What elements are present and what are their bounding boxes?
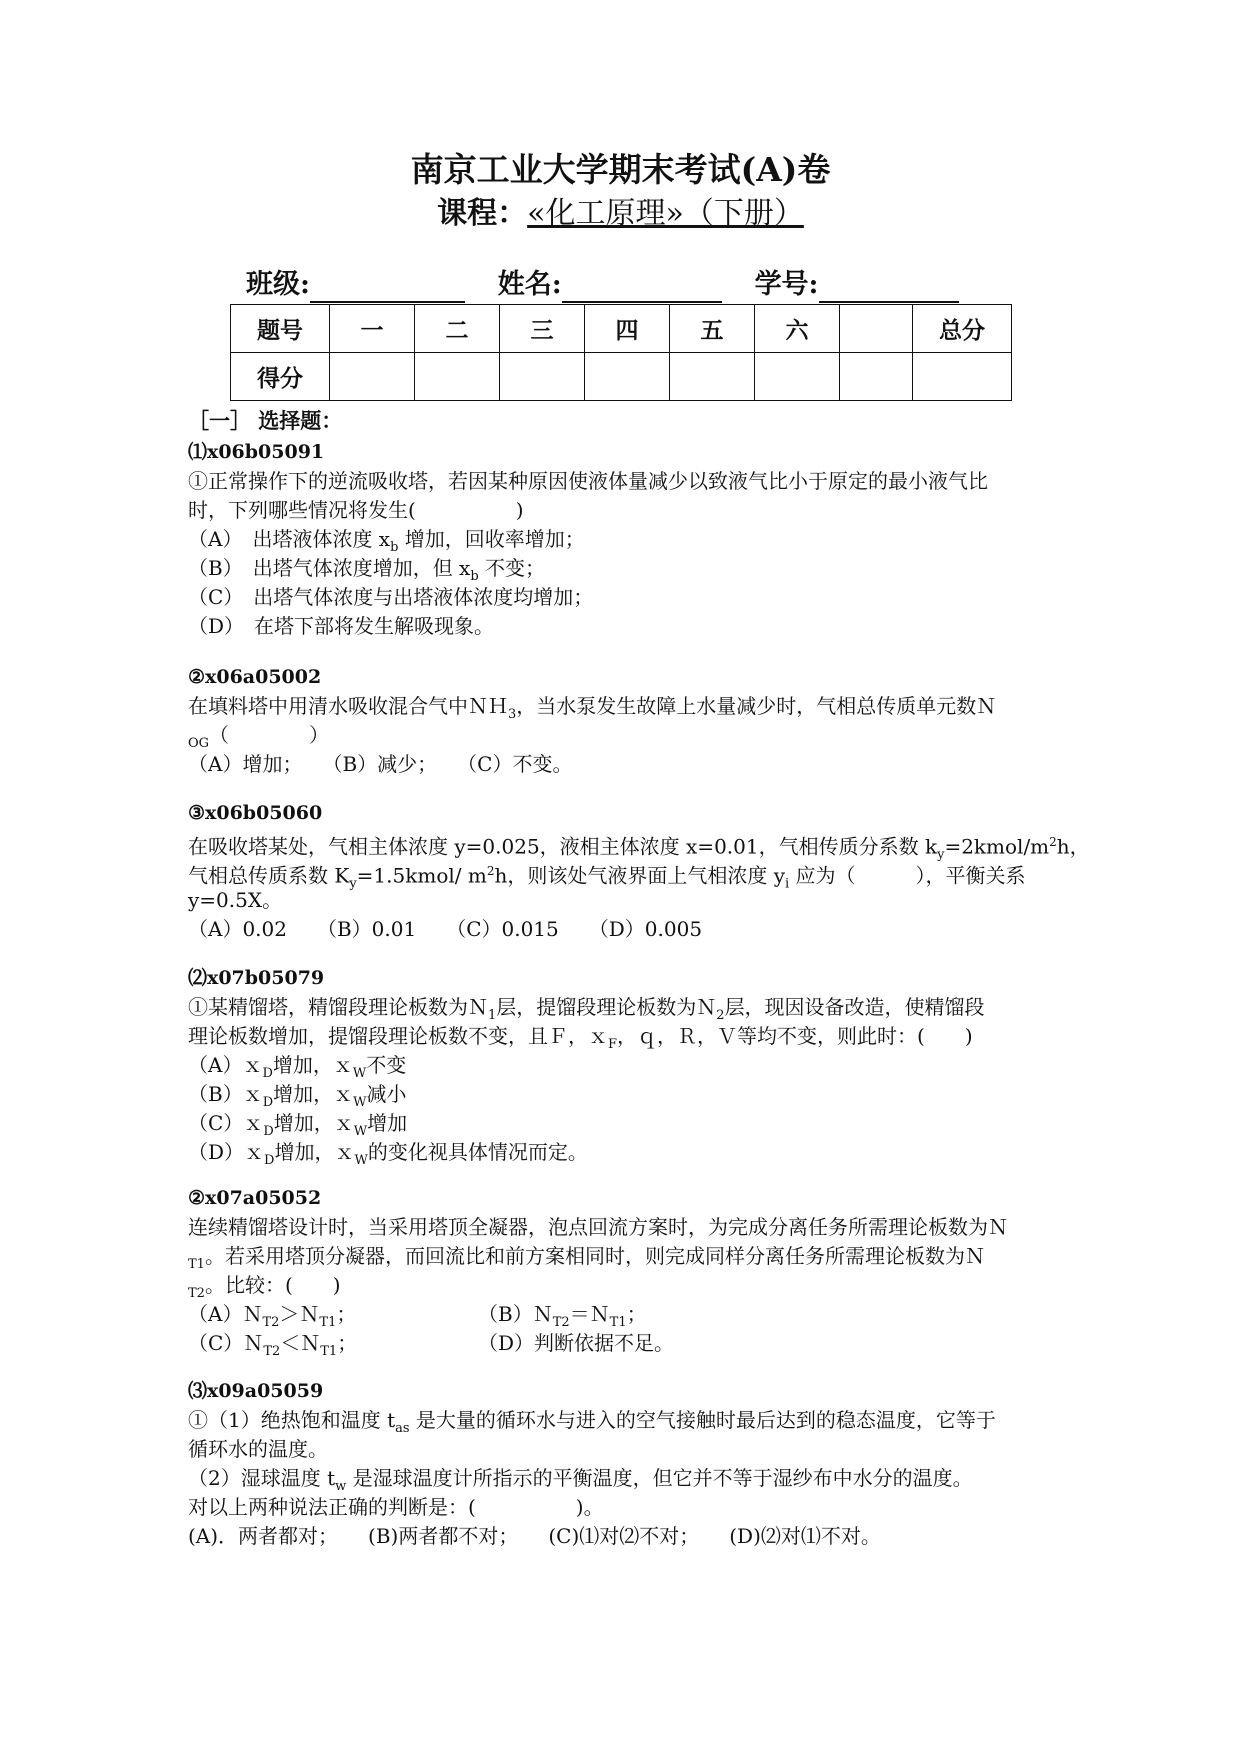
course-line: [0, 195, 1241, 233]
option-b: （B）ｘ$_D$增加，ｘ$_W$减小: [188, 1082, 407, 1110]
question-text: $_{OG}$（ ）: [188, 723, 330, 751]
question-4: [188, 964, 1068, 1167]
name-label: 姓名:: [497, 269, 562, 300]
col-4: 四: [585, 305, 670, 353]
question-text: ①（1）绝热饱和温度 $t_{as}$ 是大量的循环水与进入的空气接触时最后达到的稳态温度，它等于: [188, 1408, 996, 1436]
option-c: （C）ｘ$_D$增加，ｘ$_W$增加: [188, 1111, 408, 1139]
option-d: （D）判断依据不足。: [478, 1331, 675, 1355]
class-label: 班级:: [246, 269, 310, 300]
question-3: [188, 799, 1090, 944]
score-cell[interactable]: [330, 353, 415, 401]
col-5: 五: [670, 305, 755, 353]
score-cell[interactable]: [840, 353, 913, 401]
option-c: （C）Ｎ$_{T2}$＜Ｎ$_{T1}$；: [188, 1331, 358, 1359]
col-3: 三: [500, 305, 585, 353]
score-cell[interactable]: [415, 353, 500, 401]
option-c: （C） 出塔气体浓度与出塔液体浓度均增加；: [188, 585, 594, 609]
header-label-cell: 题号: [231, 305, 330, 353]
question-text: 连续精馏塔设计时，当采用塔顶全凝器，泡点回流方案时，为完成分离任务所需理论板数为Ｎ: [188, 1215, 1008, 1239]
question-6: [188, 1377, 1068, 1551]
score-table: [230, 304, 1012, 401]
option-a: （A）Ｎ$_{T2}$＞Ｎ$_{T1}$；: [188, 1302, 357, 1330]
id-label: 学号:: [754, 269, 819, 300]
question-text: y=0.5X。: [188, 888, 283, 912]
question-text: 气相总传质系数 $K_y=1.5kmol/$ $m^2h$，则该处气液界面上气相浓度 $y_i$ 应为（ ），平衡关系: [188, 863, 1026, 892]
exam-title: 南京工业大学期末考试(A)卷: [410, 150, 831, 189]
score-table-header-row: [231, 305, 1012, 353]
question-text: 在填料塔中用清水吸收混合气中ＮＨ$_3$，当水泵发生故障上水量减少时，气相总传质单元数Ｎ: [188, 694, 997, 722]
question-text: ①正常操作下的逆流吸收塔，若因某种原因使液体量减少以致液气比小于原定的最小液气比: [188, 469, 988, 493]
score-cell[interactable]: [913, 353, 1012, 401]
col-1: 一: [330, 305, 415, 353]
question-text: 对以上两种说法正确的判断是：( )。: [188, 1495, 604, 1519]
question-text: 在吸收塔某处，气相主体浓度 y=0.025，液相主体浓度 x=0.01，气相传质分系数 $k_y=2kmol/m^2h$，: [188, 834, 1090, 863]
options-line: （A）0.02 （B）0.01 （C）0.015 （D）0.005: [188, 917, 703, 941]
option-d: （D） 在塔下部将发生解吸现象。: [188, 614, 495, 638]
question-text: （2）湿球温度 $t_w$ 是湿球温度计所指示的平衡温度，但它并不等于湿纱布中水分的温度。: [188, 1466, 973, 1494]
col-7: [840, 305, 913, 353]
options-row-1: [188, 1300, 1068, 1329]
question-text: 循环水的温度。: [188, 1437, 328, 1461]
col-6: 六: [755, 305, 840, 353]
option-b: （B）Ｎ$_{T2}$＝Ｎ$_{T1}$；: [478, 1302, 647, 1330]
question-id: ⑶x09a05059: [188, 1380, 324, 1402]
options-line: （A）增加； （B）减少； （C）不变。: [188, 752, 573, 776]
score-table-score-row: [231, 353, 1012, 401]
score-cell[interactable]: [585, 353, 670, 401]
question-id: ②x06a05002: [188, 666, 322, 688]
question-id: ⑵x07b05079: [188, 967, 325, 989]
question-text: ①某精馏塔，精馏段理论板数为Ｎ$_1$层，提馏段理论板数为Ｎ$_2$层，现因设备改造，使精馏段: [188, 995, 985, 1023]
score-cell[interactable]: [670, 353, 755, 401]
col-total: 总分: [913, 305, 1012, 353]
question-text: $_{T1}$。若采用塔顶分凝器，而回流比和前方案相同时，则完成同样分离任务所需理论板数为Ｎ: [188, 1244, 985, 1272]
section-title: ［一］ 选择题：: [188, 408, 343, 433]
student-id-field[interactable]: [819, 271, 959, 303]
course-prefix: 课程：: [437, 196, 528, 231]
question-2: [188, 663, 1068, 779]
question-text: 时，下列哪些情况将发生( ): [188, 498, 524, 522]
options-row-2: [188, 1329, 1068, 1358]
option-a: （A） 出塔液体浓度 $x_b$ 增加，回收率增加；: [188, 527, 585, 555]
option-b: （B） 出塔气体浓度增加，但 $x_b$ 不变；: [188, 556, 546, 584]
option-a: （A）ｘ$_D$增加，ｘ$_W$不变: [188, 1053, 407, 1081]
options-line: (A)．两者都对； (B)两者都不对； (C)⑴对⑵不对； (D)⑵对⑴不对。: [188, 1524, 881, 1548]
question-text: $_{T2}$。比较：( ): [188, 1273, 341, 1301]
option-d: （D）ｘ$_D$增加，ｘ$_W$的变化视具体情况而定。: [188, 1140, 588, 1168]
question-id: ②x07a05052: [188, 1187, 322, 1209]
question-id: ⑴x06b05091: [188, 441, 325, 463]
question-text: 理论板数增加，提馏段理论板数不变，且Ｆ，ｘ$_F$，ｑ，Ｒ，Ｖ等均不变，则此时：( ): [188, 1024, 973, 1052]
score-cell[interactable]: [500, 353, 585, 401]
question-1: [188, 438, 1068, 641]
course-name: «化工原理»（下册）: [527, 196, 804, 231]
student-info-line: [246, 267, 959, 303]
question-id: ③x06b05060: [188, 802, 323, 824]
score-cell[interactable]: [755, 353, 840, 401]
question-5: [188, 1184, 1068, 1358]
name-field[interactable]: [562, 271, 722, 303]
row-label-cell: 得分: [231, 353, 330, 401]
col-2: 二: [415, 305, 500, 353]
class-field[interactable]: [310, 271, 465, 303]
section-title-block: [188, 406, 1068, 435]
